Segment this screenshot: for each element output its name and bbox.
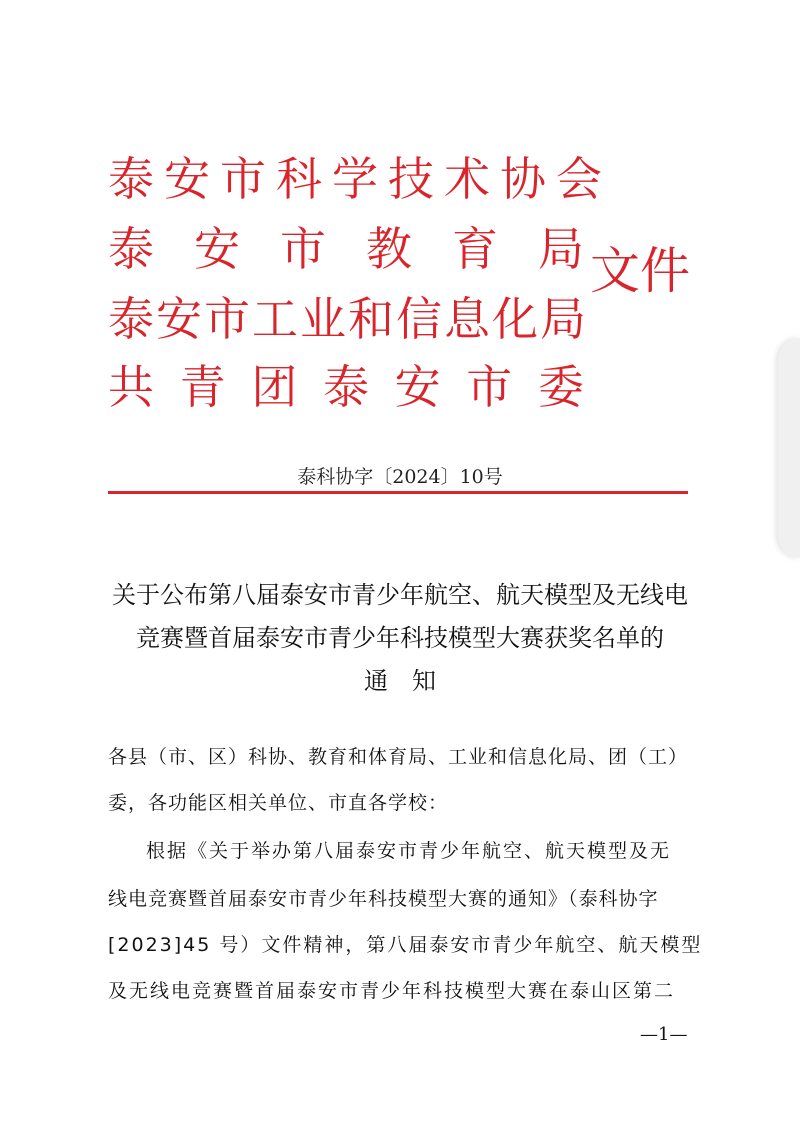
issuer-name: 共 青 团 泰 安 市 委 — [108, 360, 584, 414]
notice-title-line: 竞赛暨首届泰安市青少年科技模型大赛获奖名单的 — [136, 624, 664, 652]
salutation-line: 委，各功能区相关单位、市直各学校： — [108, 792, 449, 814]
notice-title-line: 关于公布第八届泰安市青少年航空、航天模型及无线电 — [112, 581, 688, 609]
salutation-line: 各县（市、区）科协、教育和体育局、工业和信息化局、团（工） — [108, 746, 689, 768]
document-number: 泰科协字〔2024〕10号 — [297, 466, 503, 488]
issuer-name: 泰安市科学技术协会 — [108, 152, 612, 206]
side-scroll-handle[interactable] — [778, 338, 800, 558]
paragraph-line: 及无线电竞赛暨首届泰安市青少年科技模型大赛在泰山区第二 — [108, 980, 676, 1002]
issuer-name: 泰 安 市 教 育 局 — [108, 222, 584, 276]
paragraph-line: 线电竞赛暨首届泰安市青少年科技模型大赛的通知》（泰科协字 — [108, 888, 659, 910]
paragraph-line: 根据《关于举办第八届泰安市青少年航空、航天模型及无 — [146, 840, 672, 862]
file-word: 文件 — [590, 242, 690, 300]
page-number: —1— — [640, 1024, 688, 1045]
notice-title-line: 通 知 — [364, 667, 436, 695]
issuer-name: 泰安市工业和信息化局 — [108, 292, 588, 346]
paragraph-line: [2023]45 号）文件精神，第八届泰安市青少年航空、航天模型 — [108, 934, 703, 956]
red-divider — [108, 491, 688, 494]
